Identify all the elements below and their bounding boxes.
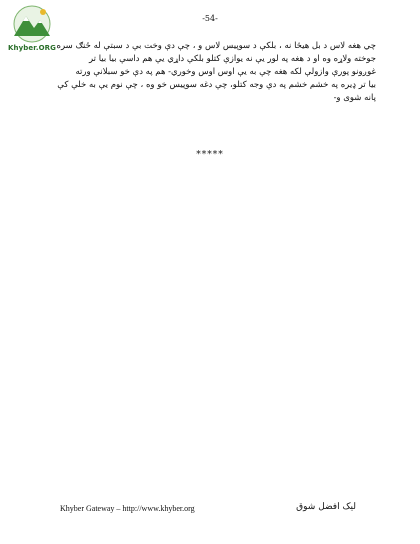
footer-author: ليک افضل شوق xyxy=(296,502,356,512)
mountain-icon xyxy=(8,4,56,44)
page-number: -54- xyxy=(202,14,218,23)
body-line: جوخته ولاړه وه او د هغه په لور يې نه يوازې کتلو بلکې داړي يې هم داسې بيا بيا تر xyxy=(88,54,376,64)
logo-text: Khyber.ORG xyxy=(8,44,56,52)
khyber-logo xyxy=(6,4,58,54)
body-line: چي هغه لاس د بل هيڅا نه ، بلکې د سوپيس لاس و ، چې دې وخت بې د سبتې له ځنګ سره xyxy=(56,41,376,51)
body-line: غوږونو پورې وازولې لکه هغه چې به يې اوس اوس وخوري- هم په دې خو سبلانې ورته xyxy=(75,67,376,77)
body-line: بيا تر ډيره په خشم خشم په دې وجه کتلو، چې دغه سوپيس خو وه ، چې نوم يې به خلې کې xyxy=(57,80,376,90)
footer-source: Khyber Gateway – http://www.khyber.org xyxy=(60,504,195,513)
section-separator: ***** xyxy=(196,150,224,160)
body-paragraph xyxy=(56,40,376,105)
body-line: پانه شوی و- xyxy=(333,93,376,103)
